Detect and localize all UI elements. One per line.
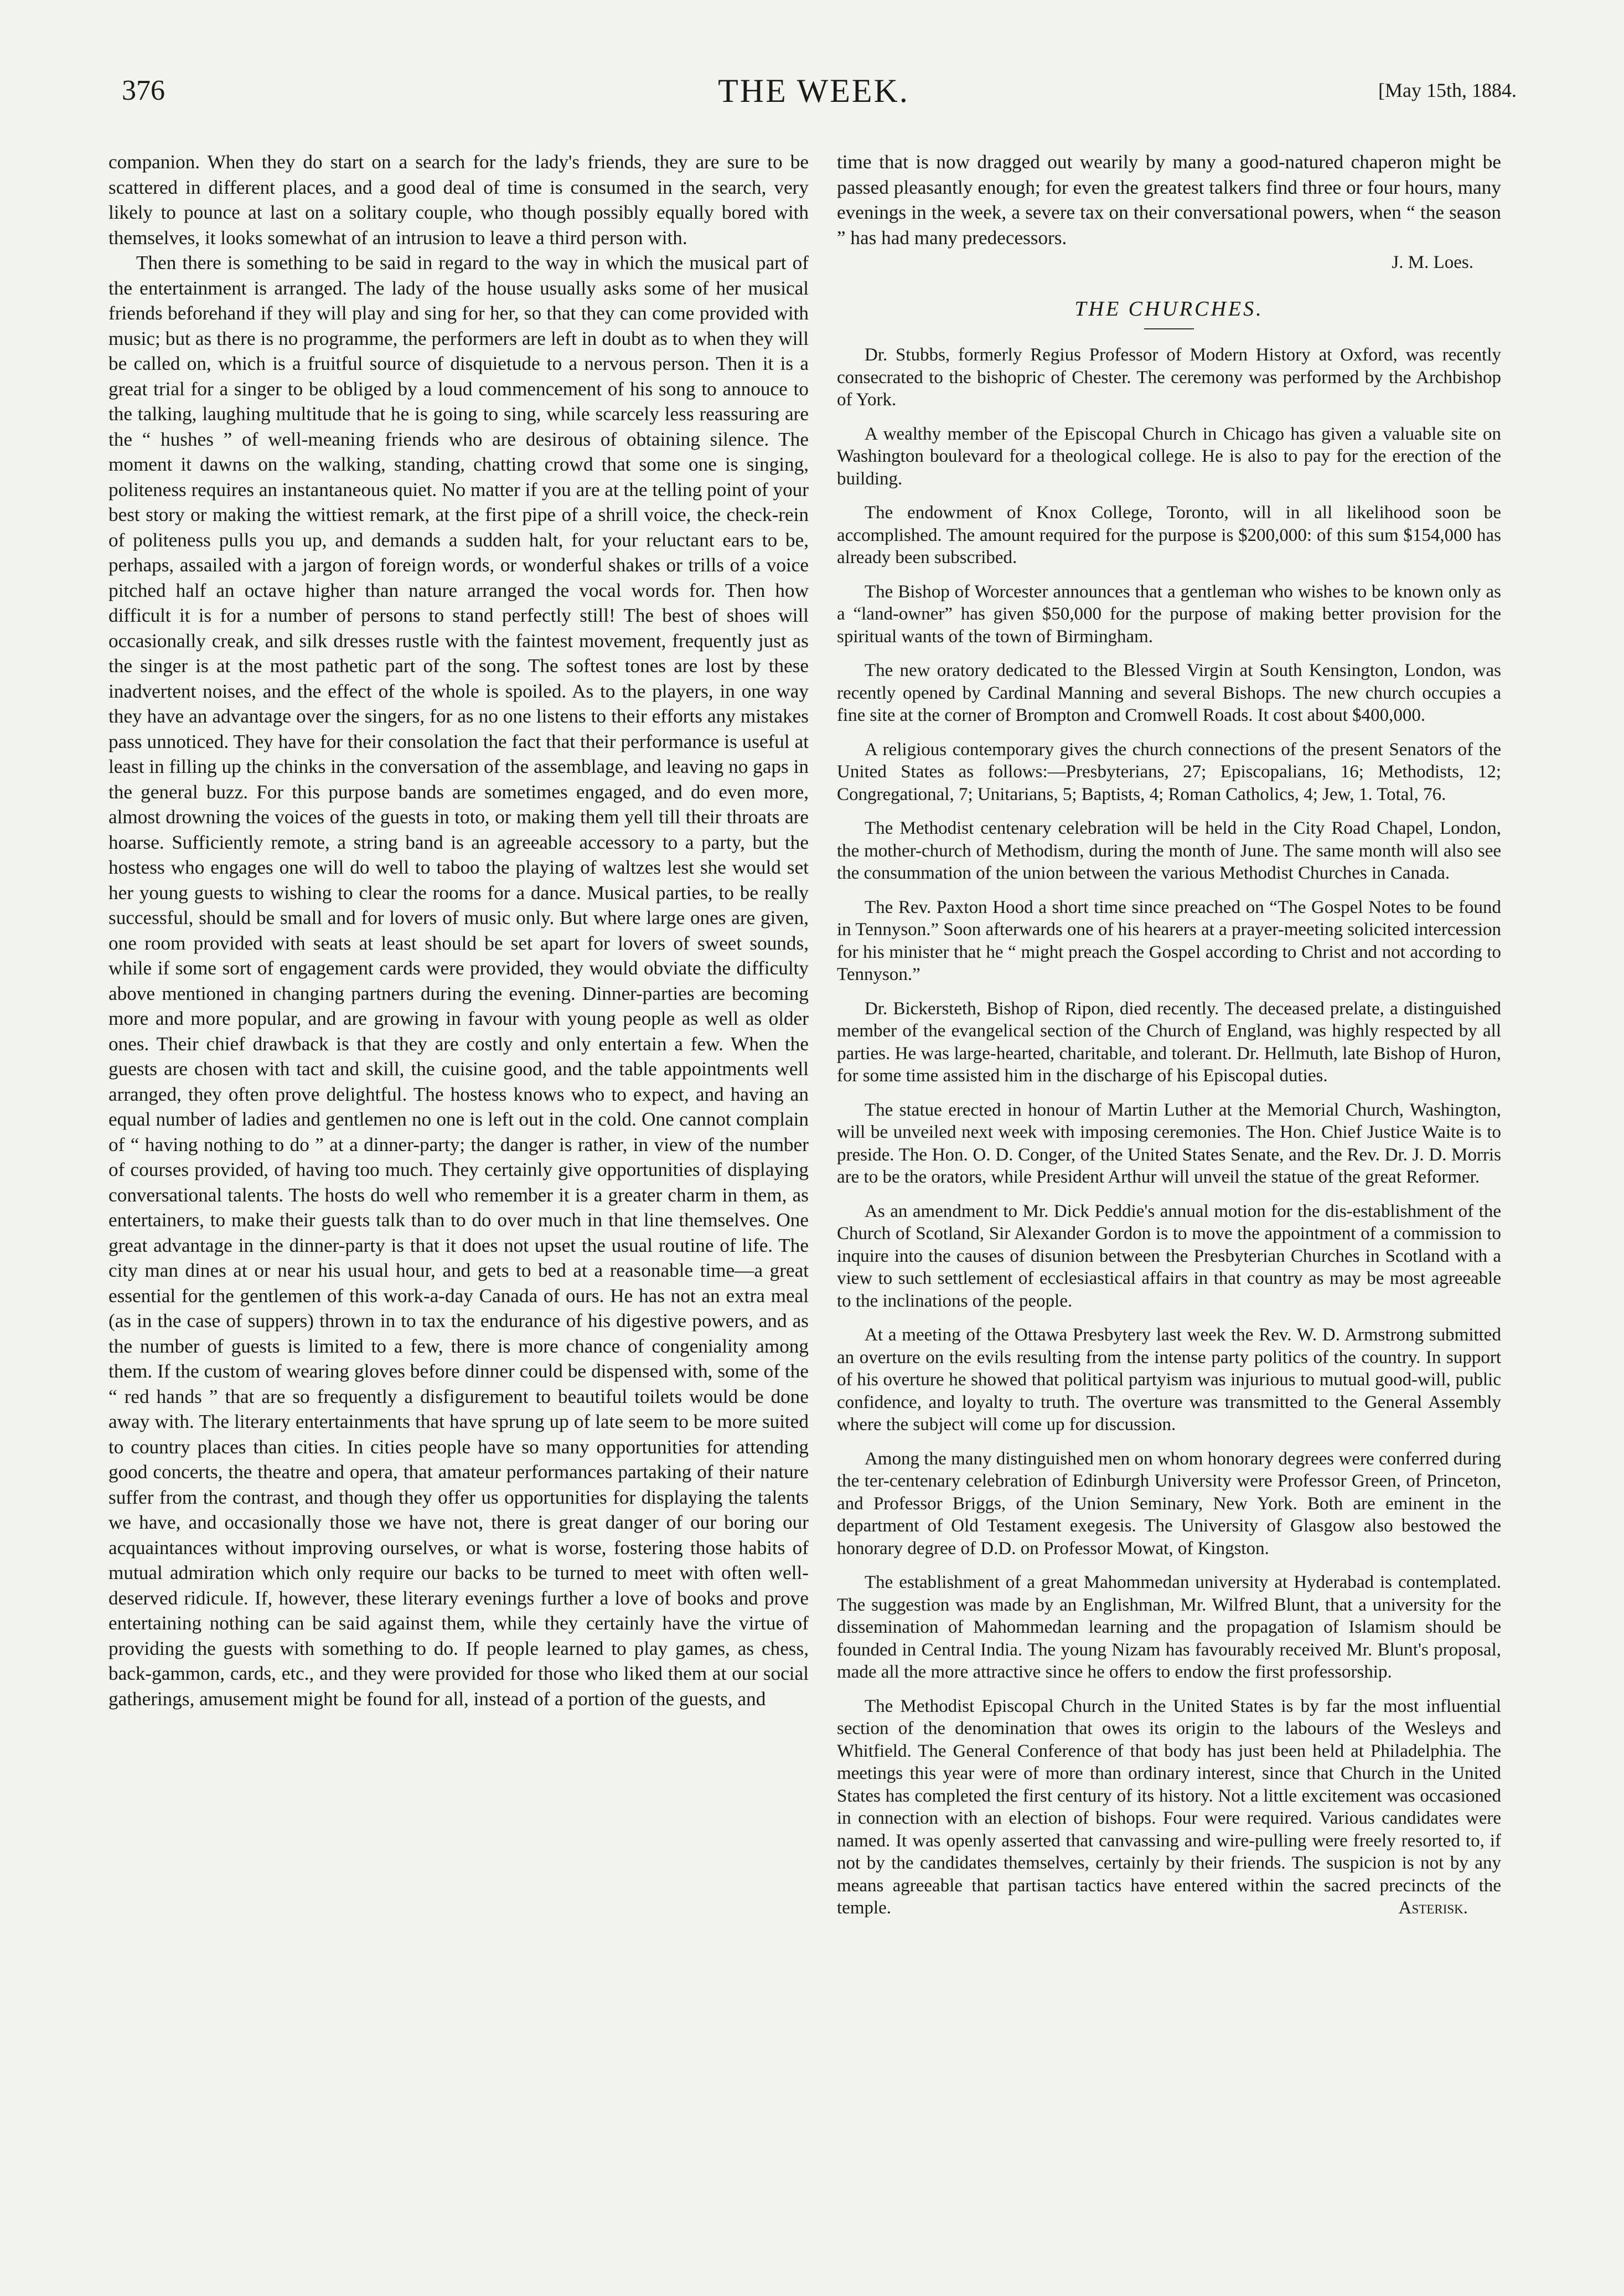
church-news-item: Dr. Bickersteth, Bishop of Ripon, died recently. The deceased prelate, a distinguished member of the evangelical section of the Church of England, was highly respected by all parties. He was large-hearted, charitable, and tolerant. Dr. Hellmuth, late Bishop of Huron, for some time assisted him in the discharge of his Episcopal duties.: [837, 998, 1501, 1086]
masthead-title: THE WEEK.: [718, 73, 909, 109]
author-signature: J. M. Loes.: [1392, 252, 1473, 272]
closing-signature: Asterisk.: [1398, 1898, 1468, 1918]
church-news-item: The establishment of a great Mahommedan university at Hyderabad is contemplated. The suggestion was made by an Englishman, Mr. Wilfred Blunt, that a university for the dissemination of Mahommedan learning and the propagation of Islamism should be founded in Central India. The young Nizam has favourably received Mr. Blunt's proposal, made all the more attractive since he offers to endow the first professorship.: [837, 1572, 1501, 1682]
section-title: THE CHURCHES.: [1074, 297, 1264, 321]
church-news-item: At a meeting of the Ottawa Presbytery last week the Rev. W. D. Armstrong submitted an overture on the evils resulting from the intense party politics of the country. In support of his overture he showed that political partyism was injurious to mutual good-will, public confidence, and loyalty to truth. The overture was transmitted to the General Assembly where the subject will come up for discussion.: [837, 1325, 1501, 1435]
article-paragraph: Then there is something to be said in regard to the way in which the musical part of the entertainment is arranged. The lady of the house usually asks some of her musical friends beforehand if they will play and sing for her, so that they can come provided with music; but as there is no programme, the performers are left in doubt as to when they will be called on, which is a fruitful source of disquietude to a nervous person. Then it is a great trial for a singer to be obliged by a loud commencement of his song to annouce to the talking, laughing multitude that he is going to sing, while scarcely less reassuring are the “ hushes ” of well-meaning friends who are desirous of obtaining silence. The moment it dawns on the walking, standing, chatting crowd that some one is singing, politeness requires an instantaneous quiet. No matter if you are at the telling point of your best story or making the wittiest remark, at the first pipe of a shrill voice, the check-rein of politeness pulls you up, and demands a sudden halt, for your reluctant ears to be, perhaps, assailed with a jargon of foreign words, or wonderful shakes or trills of a voice pitched half an octave higher than nature arranged the vocal words for. Then how difficult it is for a number of persons to stand perfectly still! The best of shoes will occasionally creak, and silk dresses rustle with the faintest movement, frequently just as the singer is at the most pathetic part of the song. The softest tones are lost by these inadvertent noises, and the effect of the whole is spoiled. As to the players, in one way they have an advantage over the singers, for as no one listens to their efforts any mistakes pass unnoticed. They have for their consolation the fact that their performance is useful at least in filling up the chinks in the conversation of the assemblage, and leaving no gaps in the general buzz. For this purpose bands are sometimes engaged, and do even more, almost drowning the voices of the guests in toto, or making them yell till their throats are hoarse. Sufficiently remote, a string band is an agreeable accessory to a party, but the hostess who engages one will do well to taboo the playing of waltzes lest she would set her young guests to wishing to clear the rooms for a dance. Musical parties, to be really successful, should be small and for lovers of music only. But where large ones are given, one room provided with seats at least should be set apart for lovers of sweet sounds, while if some sort of engagement cards were provided, they would obviate the difficulty above mentioned in changing partners during the evening. Dinner-parties are becoming more and more popular, and are growing in favour with young people as well as older ones. Their chief drawback is that they are costly and only entertain a few. When the guests are chosen with tact and skill, the cuisine good, and the table appointments well arranged, they often prove delightful. The hostess knows who to expect, and having an equal number of ladies and gentlemen no one is left out in the cold. One cannot complain of “ having nothing to do ” at a dinner-party; the danger is rather, in view of the number of courses provided, of having too much. They certainly give opportunities of displaying conversational talents. The hosts do well who remember it is a greater charm in them, as entertainers, to make their guests talk than to do over much in that line themselves. One great advantage in the dinner-party is that it does not upset the usual routine of life. The city man dines at or near his usual hour, and gets to bed at a reasonable time—a great essential for the gentlemen of this work-a-day Canada of ours. He has not an extra meal (as in the case of suppers) thrown in to tax the endurance of his digestive powers, and as the number of guests is limited to a few, there is more chance of congeniality among them. If the custom of wearing gloves before dinner could be dispensed with, some of the “ red hands ” that are so frequently a disfigurement to beautiful toilets would be done away with. The literary entertainments that have sprung up of late seem to be more suited to country places than cities. In cities people have so many opportunities for attending good concerts, the theatre and opera, that amateur performances partaking of their nature suffer from the contrast, and though they offer us opportunities for displaying the talents we have, and occasionally those we have not, there is great danger of our boring our acquaintances without improving ourselves, or what is worse, fostering those habits of mutual admiration which only require our backs to be turned to meet with often well-deserved ridicule. If, however, these literary evenings further a love of books and prove entertaining nothing can be said against them, while they certainly have the virtue of providing the guests with something to do. If people learned to play games, as chess, back-gammon, cards, etc., and they were provided for those who liked them at our social gatherings, amusement might be found for all, instead of a portion of the guests, and: [108, 252, 809, 1710]
church-news-item: A wealthy member of the Episcopal Church in Chicago has given a valuable site on Washington boulevard for a theological college. He is also to pay for the erection of the building.: [837, 424, 1501, 489]
left-column: [108, 149, 809, 1711]
church-news-item-text: The Methodist Episcopal Church in the United States is by far the most influential section of the denomination that owes its origin to the labours of the Wesleys and Whitfield. The General Conference of that body has just been held at Philadelphia. The meetings this year were of more than ordinary interest, since that Church in the United States has completed the first century of its history. Not a little excitement was occasioned in connection with an election of bishops. Four were required. Various candidates were named. It was openly asserted that canvassing and wire-pulling were freely resorted to, if not by the candidates themselves, certainly by their friends. The suspicion is not by any means agreeable that partisan tactics have entered within the sacred precincts of the temple.: [837, 1696, 1501, 1918]
church-news-item: The new oratory dedicated to the Blessed Virgin at South Kensington, London, was recently opened by Cardinal Manning and several Bishops. The new church occupies a fine site at the corner of Brompton and Cromwell Roads. It cost about $400,000.: [837, 661, 1501, 725]
church-news-item: The endowment of Knox College, Toronto, will in all likelihood soon be accomplished. The amount required for the purpose is $200,000: of this sum $154,000 has already been subscribed.: [837, 503, 1501, 567]
church-news-item: The statue erected in honour of Martin Luther at the Memorial Church, Washington, will be unveiled next week with imposing ceremonies. The Hon. Chief Justice Waite is to preside. The Hon. O. D. Conger, of the United States Senate, and the Rev. Dr. J. D. Morris are to be the orators, while President Arthur will unveil the statue of the great Reformer.: [837, 1100, 1501, 1187]
page-number: 376: [122, 75, 165, 106]
church-news-item: Among the many distinguished men on whom honorary degrees were conferred during the ter-centenary celebration of Edinburgh University were Professor Green, of Princeton, and Professor Briggs, of the Union Seminary, New York. Both are eminent in the department of Old Testament exegesis. The University of Glasgow also bestowed the honorary degree of D.D. on Professor Mowat, of Kingston.: [837, 1448, 1501, 1559]
article-paragraph: companion. When they do start on a search for the lady's friends, they are sure to be scattered in different places, and a good deal of time is consumed in the search, very likely to pounce at last on a solitary couple, who though possibly equally bored with themselves, it looks somewhat of an intrusion to leave a third person with.: [108, 151, 809, 249]
church-news-item: The Bishop of Worcester announces that a gentleman who wishes to be known only as a “land-owner” has given $50,000 for the purpose of making better provision for the spiritual wants of the town of Birmingham.: [837, 581, 1501, 647]
church-news-item: A religious contemporary gives the church connections of the present Senators of the United States as follows:—Presbyterians, 27; Episcopalians, 16; Methodists, 12; Congregational, 7; Unitarians, 5; Baptists, 4; Roman Catholics, 4; Jew, 1. Total, 76.: [837, 739, 1501, 804]
title-rule: [1144, 328, 1194, 329]
church-news-item: Dr. Stubbs, formerly Regius Professor of Modern History at Oxford, was recently consecrated to the bishopric of Chester. The ceremony was performed by the Archbishop of York.: [837, 345, 1501, 410]
church-news-item: [837, 1695, 1501, 1920]
church-news-item: The Methodist centenary celebration will be held in the City Road Chapel, London, the mother-church of Methodism, during the month of June. The same month will also see the consummation of the union between the various Methodist Churches in Canada.: [837, 818, 1501, 883]
church-news-item: The Rev. Paxton Hood a short time since preached on “The Gospel Notes to be found in Tennyson.” Soon afterwards one of his hearers at a prayer-meeting solicited intercession for his minister that he “ might preach the Gospel according to Christ and not according to Tennyson.”: [837, 897, 1501, 984]
article-continuation: time that is now dragged out wearily by many a good-natured chaperon might be passed pleasantly enough; for even the greatest talkers find three or four hours, many evenings in the week, a severe tax on their conversational powers, when “ the season ” has had many predecessors.: [837, 151, 1501, 249]
right-column: [837, 149, 1501, 1931]
page-header: [111, 72, 1517, 116]
church-news-item: As an amendment to Mr. Dick Peddie's annual motion for the dis-establishment of the Church of Scotland, Sir Alexander Gordon is to move the appointment of a commission to inquire into the causes of disunion between the Presbyterian Churches in Scotland with a view to such settlement of ecclesiastical affairs in that country as may be most agreeable to the inclinations of the people.: [837, 1201, 1501, 1311]
issue-date: [May 15th, 1884.: [1378, 79, 1517, 101]
